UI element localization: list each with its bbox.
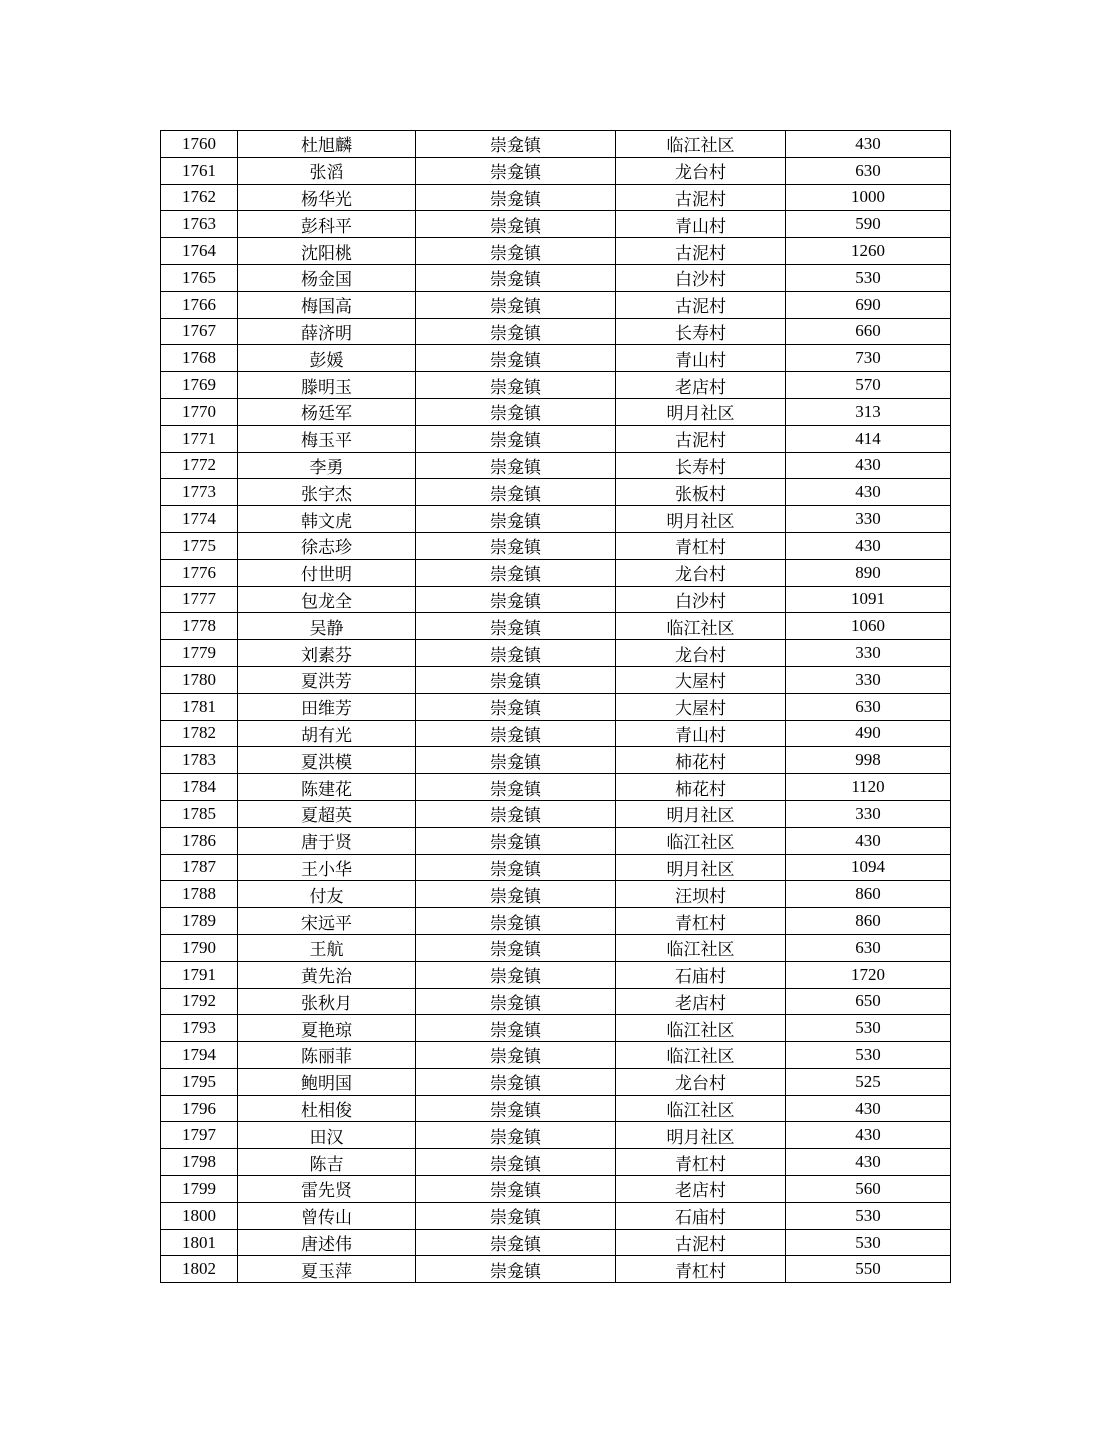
row-number-cell: 1770 — [161, 398, 238, 425]
village-cell: 白沙村 — [616, 586, 786, 613]
amount-cell: 630 — [786, 157, 951, 184]
table-row — [161, 1256, 951, 1283]
village-cell: 龙台村 — [616, 559, 786, 586]
village-cell: 临江社区 — [616, 131, 786, 158]
village-cell: 长寿村 — [616, 318, 786, 345]
name-cell: 曾传山 — [238, 1202, 416, 1229]
amount-cell: 650 — [786, 988, 951, 1015]
row-number-cell: 1774 — [161, 506, 238, 533]
amount-cell: 560 — [786, 1176, 951, 1203]
row-number-cell: 1781 — [161, 693, 238, 720]
town-cell: 崇龛镇 — [416, 747, 616, 774]
village-cell: 古泥村 — [616, 1229, 786, 1256]
table-row — [161, 1015, 951, 1042]
town-cell: 崇龛镇 — [416, 1149, 616, 1176]
name-cell: 刘素芬 — [238, 640, 416, 667]
amount-cell: 1000 — [786, 184, 951, 211]
town-cell: 崇龛镇 — [416, 1095, 616, 1122]
row-number-cell: 1778 — [161, 613, 238, 640]
amount-cell: 430 — [786, 1122, 951, 1149]
table-row — [161, 264, 951, 291]
name-cell: 陈丽菲 — [238, 1042, 416, 1069]
row-number-cell: 1775 — [161, 532, 238, 559]
name-cell: 夏玉萍 — [238, 1256, 416, 1283]
village-cell: 老店村 — [616, 988, 786, 1015]
village-cell: 老店村 — [616, 1176, 786, 1203]
table-row — [161, 291, 951, 318]
amount-cell: 690 — [786, 291, 951, 318]
village-cell: 龙台村 — [616, 640, 786, 667]
town-cell: 崇龛镇 — [416, 908, 616, 935]
town-cell: 崇龛镇 — [416, 1042, 616, 1069]
name-cell: 夏超英 — [238, 800, 416, 827]
town-cell: 崇龛镇 — [416, 559, 616, 586]
amount-cell: 430 — [786, 1095, 951, 1122]
table-row — [161, 1095, 951, 1122]
table-row — [161, 1042, 951, 1069]
table-row — [161, 506, 951, 533]
town-cell: 崇龛镇 — [416, 640, 616, 667]
table-row — [161, 747, 951, 774]
roster-table — [160, 130, 951, 1283]
table-row — [161, 640, 951, 667]
row-number-cell: 1788 — [161, 881, 238, 908]
row-number-cell: 1772 — [161, 452, 238, 479]
row-number-cell: 1796 — [161, 1095, 238, 1122]
village-cell: 明月社区 — [616, 1122, 786, 1149]
table-row — [161, 398, 951, 425]
row-number-cell: 1793 — [161, 1015, 238, 1042]
town-cell: 崇龛镇 — [416, 1068, 616, 1095]
town-cell: 崇龛镇 — [416, 372, 616, 399]
name-cell: 杜旭麟 — [238, 131, 416, 158]
name-cell: 田维芳 — [238, 693, 416, 720]
town-cell: 崇龛镇 — [416, 291, 616, 318]
amount-cell: 590 — [786, 211, 951, 238]
village-cell: 临江社区 — [616, 1095, 786, 1122]
village-cell: 临江社区 — [616, 934, 786, 961]
amount-cell: 330 — [786, 666, 951, 693]
table-row — [161, 131, 951, 158]
table-row — [161, 613, 951, 640]
row-number-cell: 1783 — [161, 747, 238, 774]
name-cell: 夏洪芳 — [238, 666, 416, 693]
table-row — [161, 318, 951, 345]
amount-cell: 430 — [786, 532, 951, 559]
row-number-cell: 1767 — [161, 318, 238, 345]
village-cell: 临江社区 — [616, 613, 786, 640]
town-cell: 崇龛镇 — [416, 131, 616, 158]
village-cell: 龙台村 — [616, 157, 786, 184]
name-cell: 杜相俊 — [238, 1095, 416, 1122]
row-number-cell: 1794 — [161, 1042, 238, 1069]
table-row — [161, 666, 951, 693]
town-cell: 崇龛镇 — [416, 693, 616, 720]
table-row — [161, 211, 951, 238]
amount-cell: 330 — [786, 800, 951, 827]
row-number-cell: 1785 — [161, 800, 238, 827]
row-number-cell: 1761 — [161, 157, 238, 184]
row-number-cell: 1766 — [161, 291, 238, 318]
village-cell: 柿花村 — [616, 747, 786, 774]
town-cell: 崇龛镇 — [416, 1176, 616, 1203]
row-number-cell: 1765 — [161, 264, 238, 291]
table-row — [161, 800, 951, 827]
table-row — [161, 854, 951, 881]
table-row — [161, 934, 951, 961]
village-cell: 白沙村 — [616, 264, 786, 291]
village-cell: 长寿村 — [616, 452, 786, 479]
name-cell: 韩文虎 — [238, 506, 416, 533]
town-cell: 崇龛镇 — [416, 1202, 616, 1229]
table-row — [161, 157, 951, 184]
table-row — [161, 988, 951, 1015]
village-cell: 明月社区 — [616, 854, 786, 881]
village-cell: 柿花村 — [616, 774, 786, 801]
row-number-cell: 1797 — [161, 1122, 238, 1149]
amount-cell: 525 — [786, 1068, 951, 1095]
name-cell: 梅玉平 — [238, 425, 416, 452]
table-row — [161, 1122, 951, 1149]
name-cell: 陈吉 — [238, 1149, 416, 1176]
amount-cell: 430 — [786, 827, 951, 854]
amount-cell: 530 — [786, 1229, 951, 1256]
amount-cell: 530 — [786, 264, 951, 291]
amount-cell: 730 — [786, 345, 951, 372]
village-cell: 青杠村 — [616, 908, 786, 935]
name-cell: 夏洪模 — [238, 747, 416, 774]
name-cell: 王航 — [238, 934, 416, 961]
town-cell: 崇龛镇 — [416, 1229, 616, 1256]
village-cell: 青杠村 — [616, 1149, 786, 1176]
amount-cell: 414 — [786, 425, 951, 452]
village-cell: 青山村 — [616, 345, 786, 372]
row-number-cell: 1782 — [161, 720, 238, 747]
town-cell: 崇龛镇 — [416, 720, 616, 747]
name-cell: 沈阳桃 — [238, 238, 416, 265]
name-cell: 薛济明 — [238, 318, 416, 345]
table-row — [161, 961, 951, 988]
town-cell: 崇龛镇 — [416, 988, 616, 1015]
row-number-cell: 1771 — [161, 425, 238, 452]
row-number-cell: 1789 — [161, 908, 238, 935]
town-cell: 崇龛镇 — [416, 184, 616, 211]
amount-cell: 430 — [786, 479, 951, 506]
row-number-cell: 1762 — [161, 184, 238, 211]
village-cell: 龙台村 — [616, 1068, 786, 1095]
amount-cell: 1260 — [786, 238, 951, 265]
name-cell: 鲍明国 — [238, 1068, 416, 1095]
row-number-cell: 1787 — [161, 854, 238, 881]
table-row — [161, 1176, 951, 1203]
name-cell: 李勇 — [238, 452, 416, 479]
row-number-cell: 1790 — [161, 934, 238, 961]
town-cell: 崇龛镇 — [416, 666, 616, 693]
row-number-cell: 1764 — [161, 238, 238, 265]
name-cell: 王小华 — [238, 854, 416, 881]
table-row — [161, 345, 951, 372]
table-row — [161, 1149, 951, 1176]
name-cell: 夏艳琼 — [238, 1015, 416, 1042]
table-row — [161, 479, 951, 506]
village-cell: 临江社区 — [616, 1015, 786, 1042]
row-number-cell: 1777 — [161, 586, 238, 613]
town-cell: 崇龛镇 — [416, 398, 616, 425]
table-row — [161, 827, 951, 854]
town-cell: 崇龛镇 — [416, 264, 616, 291]
amount-cell: 630 — [786, 934, 951, 961]
name-cell: 吴静 — [238, 613, 416, 640]
amount-cell: 998 — [786, 747, 951, 774]
table-row — [161, 559, 951, 586]
table-row — [161, 881, 951, 908]
amount-cell: 660 — [786, 318, 951, 345]
town-cell: 崇龛镇 — [416, 318, 616, 345]
amount-cell: 530 — [786, 1015, 951, 1042]
row-number-cell: 1773 — [161, 479, 238, 506]
row-number-cell: 1763 — [161, 211, 238, 238]
name-cell: 包龙全 — [238, 586, 416, 613]
village-cell: 临江社区 — [616, 827, 786, 854]
table-row — [161, 908, 951, 935]
town-cell: 崇龛镇 — [416, 827, 616, 854]
village-cell: 明月社区 — [616, 506, 786, 533]
amount-cell: 1060 — [786, 613, 951, 640]
table-row — [161, 1068, 951, 1095]
table-row — [161, 1202, 951, 1229]
village-cell: 青山村 — [616, 211, 786, 238]
table-row — [161, 532, 951, 559]
amount-cell: 313 — [786, 398, 951, 425]
village-cell: 石庙村 — [616, 1202, 786, 1229]
name-cell: 陈建花 — [238, 774, 416, 801]
name-cell: 张滔 — [238, 157, 416, 184]
town-cell: 崇龛镇 — [416, 586, 616, 613]
amount-cell: 860 — [786, 908, 951, 935]
row-number-cell: 1801 — [161, 1229, 238, 1256]
amount-cell: 1091 — [786, 586, 951, 613]
name-cell: 杨金国 — [238, 264, 416, 291]
village-cell: 石庙村 — [616, 961, 786, 988]
name-cell: 杨廷军 — [238, 398, 416, 425]
name-cell: 杨华光 — [238, 184, 416, 211]
row-number-cell: 1795 — [161, 1068, 238, 1095]
village-cell: 老店村 — [616, 372, 786, 399]
town-cell: 崇龛镇 — [416, 238, 616, 265]
village-cell: 青杠村 — [616, 532, 786, 559]
amount-cell: 430 — [786, 452, 951, 479]
town-cell: 崇龛镇 — [416, 157, 616, 184]
town-cell: 崇龛镇 — [416, 479, 616, 506]
amount-cell: 630 — [786, 693, 951, 720]
town-cell: 崇龛镇 — [416, 854, 616, 881]
name-cell: 付友 — [238, 881, 416, 908]
name-cell: 付世明 — [238, 559, 416, 586]
table-row — [161, 586, 951, 613]
village-cell: 古泥村 — [616, 184, 786, 211]
town-cell: 崇龛镇 — [416, 506, 616, 533]
row-number-cell: 1760 — [161, 131, 238, 158]
village-cell: 汪坝村 — [616, 881, 786, 908]
table-row — [161, 693, 951, 720]
roster-table-body — [161, 131, 951, 1283]
row-number-cell: 1798 — [161, 1149, 238, 1176]
amount-cell: 890 — [786, 559, 951, 586]
amount-cell: 430 — [786, 131, 951, 158]
row-number-cell: 1800 — [161, 1202, 238, 1229]
town-cell: 崇龛镇 — [416, 961, 616, 988]
amount-cell: 430 — [786, 1149, 951, 1176]
name-cell: 滕明玉 — [238, 372, 416, 399]
table-row — [161, 372, 951, 399]
village-cell: 明月社区 — [616, 800, 786, 827]
amount-cell: 330 — [786, 640, 951, 667]
town-cell: 崇龛镇 — [416, 345, 616, 372]
amount-cell: 860 — [786, 881, 951, 908]
name-cell: 唐于贤 — [238, 827, 416, 854]
row-number-cell: 1786 — [161, 827, 238, 854]
row-number-cell: 1802 — [161, 1256, 238, 1283]
row-number-cell: 1799 — [161, 1176, 238, 1203]
amount-cell: 490 — [786, 720, 951, 747]
amount-cell: 1720 — [786, 961, 951, 988]
town-cell: 崇龛镇 — [416, 1256, 616, 1283]
row-number-cell: 1784 — [161, 774, 238, 801]
row-number-cell: 1769 — [161, 372, 238, 399]
amount-cell: 530 — [786, 1202, 951, 1229]
village-cell: 张板村 — [616, 479, 786, 506]
village-cell: 临江社区 — [616, 1042, 786, 1069]
village-cell: 古泥村 — [616, 291, 786, 318]
name-cell: 雷先贤 — [238, 1176, 416, 1203]
table-row — [161, 238, 951, 265]
town-cell: 崇龛镇 — [416, 774, 616, 801]
name-cell: 胡有光 — [238, 720, 416, 747]
village-cell: 古泥村 — [616, 238, 786, 265]
amount-cell: 1094 — [786, 854, 951, 881]
amount-cell: 550 — [786, 1256, 951, 1283]
table-row — [161, 452, 951, 479]
town-cell: 崇龛镇 — [416, 532, 616, 559]
town-cell: 崇龛镇 — [416, 1015, 616, 1042]
row-number-cell: 1792 — [161, 988, 238, 1015]
town-cell: 崇龛镇 — [416, 800, 616, 827]
row-number-cell: 1791 — [161, 961, 238, 988]
table-row — [161, 1229, 951, 1256]
village-cell: 古泥村 — [616, 425, 786, 452]
name-cell: 徐志珍 — [238, 532, 416, 559]
village-cell: 青杠村 — [616, 1256, 786, 1283]
name-cell: 张宇杰 — [238, 479, 416, 506]
row-number-cell: 1776 — [161, 559, 238, 586]
town-cell: 崇龛镇 — [416, 1122, 616, 1149]
village-cell: 青山村 — [616, 720, 786, 747]
name-cell: 张秋月 — [238, 988, 416, 1015]
village-cell: 大屋村 — [616, 666, 786, 693]
table-row — [161, 774, 951, 801]
village-cell: 大屋村 — [616, 693, 786, 720]
row-number-cell: 1780 — [161, 666, 238, 693]
table-row — [161, 184, 951, 211]
town-cell: 崇龛镇 — [416, 613, 616, 640]
row-number-cell: 1768 — [161, 345, 238, 372]
town-cell: 崇龛镇 — [416, 425, 616, 452]
town-cell: 崇龛镇 — [416, 881, 616, 908]
village-cell: 明月社区 — [616, 398, 786, 425]
table-row — [161, 720, 951, 747]
table-row — [161, 425, 951, 452]
town-cell: 崇龛镇 — [416, 211, 616, 238]
amount-cell: 570 — [786, 372, 951, 399]
town-cell: 崇龛镇 — [416, 452, 616, 479]
amount-cell: 330 — [786, 506, 951, 533]
amount-cell: 1120 — [786, 774, 951, 801]
name-cell: 唐述伟 — [238, 1229, 416, 1256]
row-number-cell: 1779 — [161, 640, 238, 667]
town-cell: 崇龛镇 — [416, 934, 616, 961]
name-cell: 彭媛 — [238, 345, 416, 372]
name-cell: 宋远平 — [238, 908, 416, 935]
name-cell: 田汉 — [238, 1122, 416, 1149]
name-cell: 彭科平 — [238, 211, 416, 238]
name-cell: 梅国高 — [238, 291, 416, 318]
amount-cell: 530 — [786, 1042, 951, 1069]
name-cell: 黄先治 — [238, 961, 416, 988]
